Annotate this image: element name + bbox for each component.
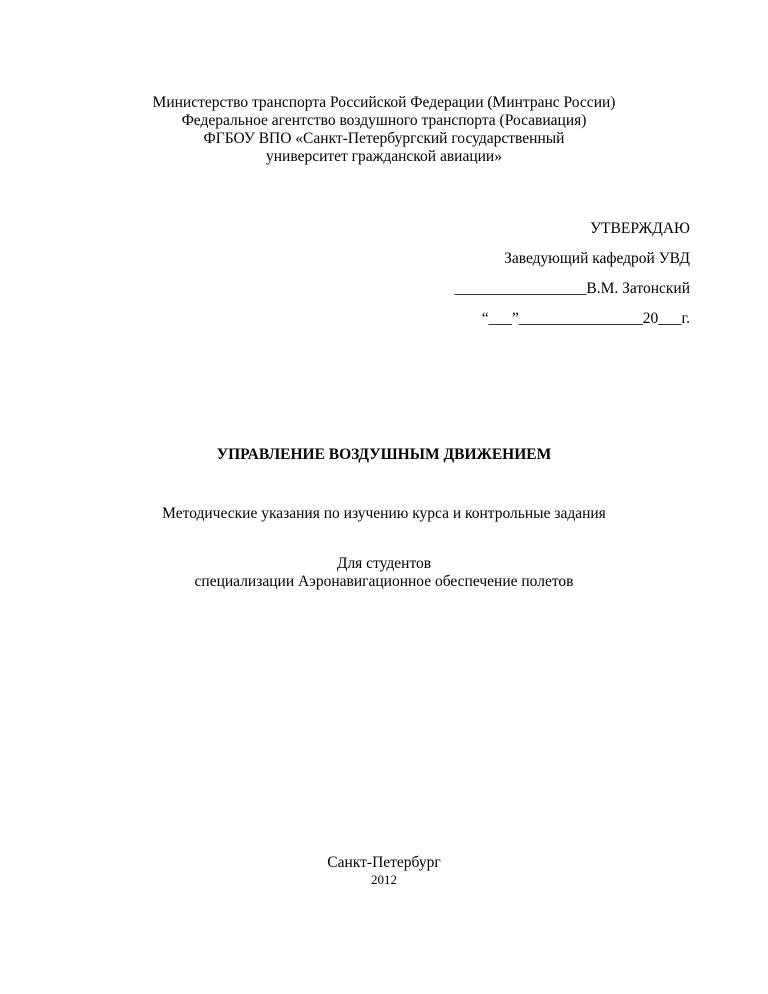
ministry-line: Министерство транспорта Российской Федерации (Минтранс России)	[152, 94, 616, 111]
organization-header	[0, 94, 768, 166]
document-subtitle: Методические указания по изучению курса и контрольные задания	[162, 505, 606, 522]
approval-block	[455, 220, 690, 340]
signature-line: _________________В.М. Затонский	[454, 280, 690, 297]
document-title: УПРАВЛЕНИЕ ВОЗДУШНЫМ ДВИЖЕНИЕМ	[216, 446, 552, 463]
publication-city: Санкт-Петербург	[327, 854, 441, 871]
approver-position: Заведующий кафедрой УВД	[504, 250, 690, 267]
specialization-line: специализации Аэронавигационное обеспечение полетов	[194, 573, 574, 590]
publication-footer	[0, 854, 768, 888]
publication-year: 2012	[371, 872, 397, 887]
audience-block	[0, 555, 768, 591]
agency-line: Федеральное агентство воздушного транспорта (Росавиация)	[181, 112, 587, 129]
institution-line: ФГБОУ ВПО «Санкт-Петербургский государственный	[203, 130, 565, 147]
date-line: “___”________________20___г.	[481, 310, 690, 327]
institution-line-continued: университет гражданской авиации»	[266, 148, 502, 165]
audience-line: Для студентов	[336, 555, 432, 572]
approve-label: УТВЕРЖДАЮ	[590, 220, 690, 237]
